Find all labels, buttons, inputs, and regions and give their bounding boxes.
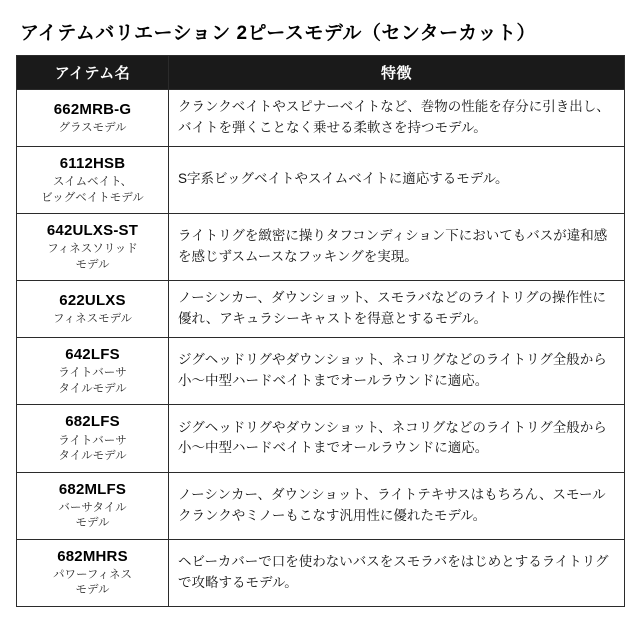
item-feature-text: ヘビーカバーで口を使わないバスをスモラバをはじめとするライトリグで攻略するモデル。 [178,553,609,590]
item-name-cell [17,338,169,405]
table-row [17,281,625,338]
item-subtitle: フィネスモデル [52,313,132,326]
item-feature-cell [169,539,625,606]
table-row [17,338,625,405]
item-feature-text: ライトリグを緻密に操りタフコンディション下においてもバスが違和感を感じずスムースなフッキングを実現。 [178,228,608,265]
item-name: 622ULXS [59,291,126,309]
item-name-cell [17,539,169,606]
item-subtitle: ライトバーサ タイルモデル [58,367,127,395]
item-subtitle: グラスモデル [58,121,127,134]
item-name: 642ULXS-ST [46,222,139,240]
item-name-cell [17,214,169,281]
table-row [17,405,625,472]
item-feature-cell [169,90,625,147]
table-header [17,56,625,90]
item-name: 6112HSB [59,154,126,172]
item-name: 642LFS [65,346,120,364]
item-feature-cell [169,146,625,213]
item-name-cell [17,146,169,213]
item-name-cell [17,90,169,147]
item-feature-cell [169,405,625,472]
item-feature-text: ノーシンカー、ダウンショット、スモラバなどのライトリグの操作性に優れ、アキュラシーキャストを得意とするモデル。 [178,290,606,327]
table-row [17,472,625,539]
item-name: 662MRB-G [53,100,132,118]
page-title: アイテムバリエーション 2ピースモデル（センターカット） [20,23,537,44]
table-body [17,90,625,607]
item-feature-cell [169,472,625,539]
table-row [17,214,625,281]
item-subtitle: スイムベイト、 ビッグベイトモデル [41,176,144,204]
item-feature-cell [169,281,625,338]
column-header-item-name: アイテム名 [17,56,169,90]
item-name: 682LFS [65,413,120,431]
item-subtitle: ライトバーサ タイルモデル [58,434,127,463]
item-feature-text: クランクベイトやスピナーベイトなど、巻物の性能を存分に引き出し、バイトを弾くことなく乗せる柔軟さを持つモデル。 [178,99,610,135]
item-name-cell [17,472,169,539]
item-feature-cell [169,214,625,281]
table-row [17,539,625,606]
table-header-row [17,56,625,90]
item-feature-text: S字系ビッグベイトやスイムベイトに適応するモデル。 [178,171,509,187]
column-header-feature: 特徴 [169,56,625,90]
table-row [17,90,625,147]
item-feature-text: ジグヘッドリグやダウンショット、ネコリグなどのライトリグ全般から小〜中型ハードベイトまでオールラウンドに適応。 [178,352,607,389]
item-feature-text: ノーシンカー、ダウンショット、ライトテキサスはもちろん、スモールクランクやミノーもこなす汎用性に優れたモデル。 [178,486,606,523]
table-row [17,146,625,213]
item-name-cell [17,281,169,338]
item-subtitle: パワーフィネス モデル [52,568,132,597]
item-feature-text: ジグヘッドリグやダウンショット、ネコリグなどのライトリグ全般から小〜中型ハードベイトまでオールラウンドに適応。 [178,419,607,456]
item-subtitle: バーサタイル モデル [58,501,127,530]
item-name: 682MHRS [57,547,128,565]
item-variation-table [16,55,625,607]
item-name: 682MLFS [58,480,127,498]
item-subtitle: フィネスソリッド モデル [47,243,138,271]
item-name-cell [17,405,169,472]
item-feature-cell [169,338,625,405]
